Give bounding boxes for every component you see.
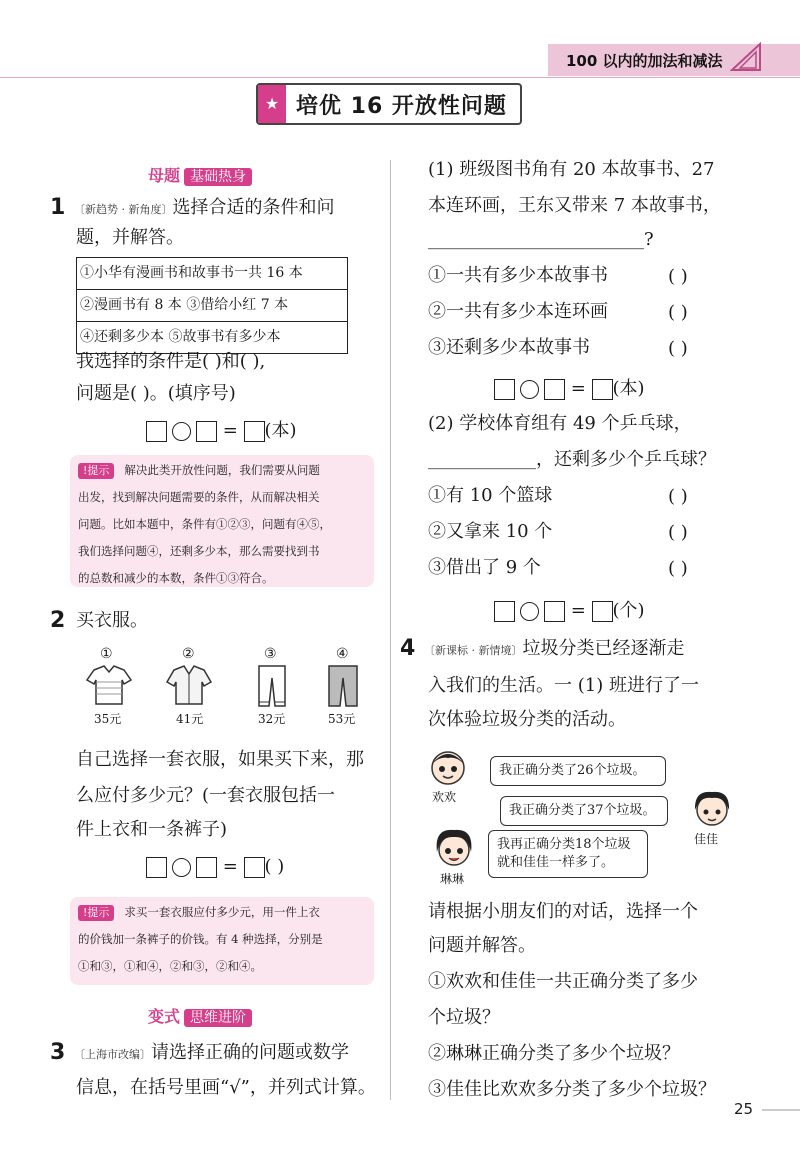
lesson-title: 培优 16 开放性问题: [296, 94, 507, 119]
q3-part2-equation[interactable]: = (个): [494, 596, 645, 622]
item-label: ①: [100, 646, 113, 662]
unit-label: (本): [264, 420, 297, 441]
q3-part1-blank[interactable]: ________________________?: [428, 229, 654, 250]
question-number: 4: [400, 636, 416, 661]
q4-source: 〔新课标 · 新情境〕: [424, 644, 523, 657]
column-divider: [390, 160, 391, 1100]
unit-label: (个): [612, 600, 645, 621]
q4-question: ①欢欢和佳佳一共正确分类了多少: [428, 971, 698, 992]
answer-box[interactable]: [544, 379, 565, 400]
answer-box[interactable]: [146, 421, 167, 442]
q1-line2: 题，并解答。: [76, 227, 184, 248]
answer-box[interactable]: [244, 421, 265, 442]
operator-circle[interactable]: [520, 380, 539, 399]
q3-part2-line[interactable]: ____________，还剩多少个乒乓球？: [428, 449, 716, 470]
q3-source: 〔上海市改编〕: [74, 1048, 151, 1061]
section-variant-tag: 思维进阶: [184, 1009, 252, 1027]
page-number: 25: [734, 1100, 754, 1118]
condition-row: ④还剩多少本 ⑤故事书有多少本: [77, 321, 347, 353]
q2-line: 件上衣和一条裤子): [76, 819, 228, 840]
section-main-heading: [148, 163, 252, 186]
item-price: 53元: [328, 712, 356, 726]
unit-label: (本): [612, 378, 645, 399]
q4-question: ②琳琳正确分类了多少个垃圾？: [428, 1043, 680, 1064]
operator-circle[interactable]: [520, 602, 539, 621]
speech-bubble: 我正确分类了37个垃圾。: [500, 796, 668, 826]
q2-line: 自己选择一套衣服，如果买下来，那: [76, 749, 364, 770]
answer-box[interactable]: [196, 857, 217, 878]
item-label: ④: [336, 646, 349, 662]
star-icon: ★: [258, 85, 286, 123]
q3-line1: [74, 1043, 349, 1065]
hint-line: 我们选择问题④，还剩多少本，那么需要找到书: [78, 544, 320, 558]
ruler-triangle-icon: [730, 42, 764, 72]
condition-row: ①小华有漫画书和故事书一共 16 本: [80, 265, 303, 281]
q3-part1-option: ③还剩多少本故事书: [428, 337, 590, 358]
hint-tag: !提示: [78, 905, 114, 921]
q3-part1-option: ①一共有多少本故事书: [428, 265, 608, 286]
clothes-row: [82, 646, 382, 736]
q4-text: 垃圾分类已经逐渐走: [522, 638, 685, 659]
item-label: ③: [264, 646, 277, 662]
speaker-name: 佳佳: [694, 832, 719, 846]
hint-line: 出发，找到解决问题需要的条件，从而解决相关: [78, 490, 320, 504]
q1-text: 选择合适的条件和问: [172, 197, 335, 218]
speaker-name: 琳琳: [440, 872, 465, 886]
q4-question: ③佳佳比欢欢多分类了多少个垃圾？: [428, 1079, 716, 1100]
shirt-icon: [166, 664, 212, 706]
check-blank[interactable]: ( ): [668, 338, 688, 359]
q1-source: 〔新趋势 · 新角度〕: [74, 203, 173, 216]
q4-line1: [424, 639, 685, 661]
header-rule: [0, 77, 800, 78]
q1-answer-line1: 我选择的条件是( )和( ),: [76, 351, 266, 372]
answer-box[interactable]: [544, 601, 565, 622]
check-blank[interactable]: ( ): [668, 486, 688, 507]
polo-shirt-icon: [86, 664, 132, 706]
conditions-box: [76, 257, 348, 354]
q1-line1: [74, 198, 335, 220]
answer-box[interactable]: [196, 421, 217, 442]
q4-question: 个垃圾？: [428, 1007, 500, 1028]
speaker-name: 欢欢: [432, 790, 457, 804]
q3-part1-line: (1) 班级图书角有 20 本故事书、27: [428, 159, 715, 180]
q4-line2: 入我们的生活。一 (1) 班进行了一: [428, 675, 699, 696]
chapter-title: 100 以内的加法和减法: [566, 52, 723, 70]
q3-text: 请选择正确的问题或数学: [151, 1042, 349, 1063]
q1-equation[interactable]: = (本): [146, 416, 297, 442]
section-main-tag: 基础热身: [184, 168, 252, 186]
bubble-line: 我再正确分类18个垃圾: [497, 837, 631, 852]
question-number: 1: [50, 195, 66, 220]
hint-box: [70, 455, 374, 587]
q3-line2: 信息，在括号里画“√”，并列式计算。: [76, 1077, 376, 1098]
q3-part2-option: ③借出了 9 个: [428, 557, 541, 578]
q3-part2-line: (2) 学校体育组有 49 个乒乓球，: [428, 413, 692, 434]
unit-blank[interactable]: ( ): [264, 856, 285, 877]
q4-prompt1: 请根据小朋友们的对话，选择一个: [428, 901, 698, 922]
answer-box[interactable]: [146, 857, 167, 878]
check-blank[interactable]: ( ): [668, 266, 688, 287]
answer-box[interactable]: [592, 601, 613, 622]
hint-line: 问题。比如本题中，条件有①②③，问题有④⑤，: [78, 517, 331, 531]
section-variant-heading: [148, 1004, 252, 1027]
operator-circle[interactable]: [172, 858, 191, 877]
bubble-line: 就和佳佳一样多了。: [497, 855, 615, 870]
section-main-label: 母题: [148, 166, 181, 185]
operator-circle[interactable]: [172, 422, 191, 441]
check-blank[interactable]: ( ): [668, 558, 688, 579]
page-number-rule: [762, 1109, 800, 1111]
answer-box[interactable]: [592, 379, 613, 400]
q2-line: 么应付多少元？(一套衣服包括一: [76, 785, 336, 806]
item-label: ②: [182, 646, 195, 662]
speech-bubble: 我正确分类了26个垃圾。: [490, 756, 666, 786]
q2-text: 买衣服。: [76, 610, 148, 631]
q3-part1-option: ②一共有多少本连环画: [428, 301, 608, 322]
q4-line3: 次体验垃圾分类的活动。: [428, 709, 626, 730]
q1-answer-line2: 问题是( )。(填序号): [76, 383, 236, 404]
q3-part1-line: 本连环画，王东又带来 7 本故事书，: [428, 195, 721, 216]
check-blank[interactable]: ( ): [668, 522, 688, 543]
hint-line: 的总数和减少的本数，条件①③符合。: [78, 571, 274, 585]
item-price: 41元: [176, 712, 204, 726]
q4-prompt2: 问题并解答。: [428, 935, 536, 956]
item-price: 35元: [94, 712, 122, 726]
q3-part2-option: ②又拿来 10 个: [428, 521, 553, 542]
hint-line: 的价钱加一条裤子的价钱。有 4 种选择，分别是: [78, 932, 323, 946]
answer-box[interactable]: [244, 857, 265, 878]
linlin-avatar-icon: [432, 826, 476, 870]
q2-equation[interactable]: = ( ): [146, 856, 284, 878]
speech-bubble: [488, 830, 648, 878]
question-number: 2: [50, 608, 66, 633]
huanhuan-avatar-icon: [426, 744, 470, 788]
hint-line: 解决此类开放性问题，我们需要从问题: [124, 463, 320, 477]
section-variant-label: 变式: [148, 1007, 181, 1026]
condition-row: ②漫画书有 8 本 ③借给小红 7 本: [77, 289, 347, 321]
q3-part2-option: ①有 10 个篮球: [428, 485, 553, 506]
hint-tag: !提示: [78, 463, 114, 479]
trousers-icon: [326, 664, 360, 708]
question-number: 3: [50, 1040, 66, 1065]
hint-line: 求买一套衣服应付多少元，用一件上衣: [124, 905, 320, 919]
pants-icon: [256, 664, 288, 708]
q3-part1-equation[interactable]: = (本): [494, 374, 645, 400]
answer-box[interactable]: [494, 601, 515, 622]
item-price: 32元: [258, 712, 286, 726]
jiajia-avatar-icon: [690, 786, 734, 830]
hint-line: ①和③，①和④，②和③，②和④。: [78, 959, 262, 973]
hint-box: [70, 897, 374, 985]
check-blank[interactable]: ( ): [668, 302, 688, 323]
answer-box[interactable]: [494, 379, 515, 400]
